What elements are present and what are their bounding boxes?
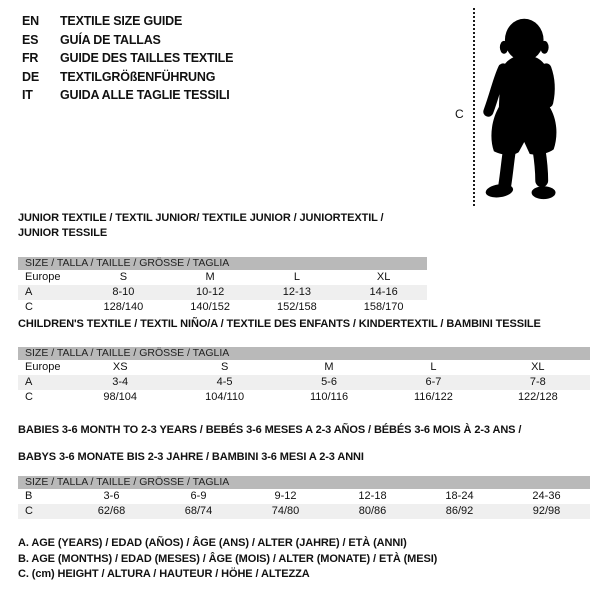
size-header-bar: SIZE / TALLA / TAILLE / GRÖSSE / TAGLIA: [18, 347, 590, 360]
row-value: 92/98: [532, 505, 561, 517]
row-value: 7-8: [529, 375, 546, 388]
row-value: 116/122: [413, 390, 453, 403]
language-code: ES: [22, 32, 39, 47]
row-value: 24-36: [532, 490, 561, 502]
language-code: EN: [22, 14, 39, 28]
table-row: [18, 300, 427, 315]
table-row: [18, 390, 590, 405]
row-value: 4-5: [216, 375, 233, 388]
row-value: 74/80: [271, 505, 300, 517]
legend-note-line: A. AGE (YEARS) / EDAD (AÑOS) / ÂGE (ANS) / ALTER (JAHRE) / ETÀ (ANNI): [18, 537, 407, 549]
table-title-line: BABYS 3-6 MONATE BIS 2-3 JAHRE / BAMBINI 3-6 MESI A 2-3 ANNI: [18, 450, 364, 463]
row-value: 68/74: [184, 505, 213, 517]
table-row: [18, 360, 590, 375]
table-title-line: CHILDREN'S TEXTILE / TEXTIL NIÑO/A / TEXTILE DES ENFANTS / KINDERTEXTIL / BAMBINI TESSILE: [18, 318, 541, 330]
language-title-text: GUIDE DES TAILLES TEXTILE: [60, 51, 234, 65]
language-title-text: GUÍA DE TALLAS: [60, 32, 161, 47]
row-value: 3-6: [103, 490, 120, 502]
row-value: 6-9: [190, 490, 207, 502]
row-value: 152/158: [276, 301, 317, 313]
row-value: M: [324, 360, 334, 373]
row-value: 12-18: [358, 490, 387, 502]
table-row: [18, 270, 427, 285]
row-value: 3-4: [112, 375, 129, 388]
table-rows: [18, 360, 590, 405]
language-title-text: TEXTILE SIZE GUIDE: [60, 14, 183, 28]
height-measure-label: C: [455, 107, 464, 121]
size-header-bar: SIZE / TALLA / TAILLE / GRÖSSE / TAGLIA: [18, 476, 590, 489]
legend-note-line: C. (cm) HEIGHT / ALTURA / HAUTEUR / HÖHE / ALTEZZA: [18, 568, 310, 580]
row-value: 158/170: [363, 301, 404, 313]
height-measure-dotted-line: [473, 8, 475, 206]
language-title-list: [22, 12, 233, 105]
row-label: A: [25, 375, 33, 388]
baby-silhouette-icon: [481, 8, 573, 208]
table-rows: [18, 489, 590, 519]
row-value: 5-6: [321, 375, 337, 388]
language-code: FR: [22, 51, 39, 65]
size-header-bar: SIZE / TALLA / TAILLE / GRÖSSE / TAGLIA: [18, 257, 427, 270]
row-value: M: [205, 271, 215, 283]
table-rows: [18, 270, 427, 315]
childrens-textile-table: [18, 317, 590, 405]
row-label: Europe: [25, 271, 61, 283]
language-title-row: [22, 86, 233, 105]
row-value: 12-13: [282, 286, 311, 298]
row-value: 6-7: [425, 375, 442, 388]
row-value: S: [220, 360, 229, 373]
row-label: C: [25, 505, 33, 517]
row-value: S: [119, 271, 128, 283]
legend-note-line: B. AGE (MONTHS) / EDAD (MESES) / ÂGE (MOIS) / ALTER (MONATE) / ETÀ (MESI): [18, 552, 438, 565]
language-code: IT: [22, 88, 33, 102]
row-value: 104/110: [205, 390, 245, 403]
row-value: 10-12: [196, 286, 225, 298]
row-value: 110/116: [309, 390, 349, 403]
row-value: 80/86: [358, 505, 387, 517]
babies-textile-table: [18, 423, 590, 519]
row-label: C: [25, 390, 33, 403]
row-label: A: [25, 286, 33, 298]
row-value: 8-10: [112, 286, 135, 298]
table-title: [18, 423, 590, 464]
junior-textile-table: [18, 211, 427, 315]
language-title-text: GUIDA ALLE TAGLIE TESSILI: [60, 88, 230, 102]
row-label: C: [25, 301, 33, 313]
language-title-row: [22, 31, 233, 50]
row-value: XS: [112, 360, 128, 373]
row-value: 122/128: [517, 390, 558, 403]
row-value: L: [430, 360, 437, 373]
row-value: XL: [376, 271, 391, 283]
language-title-text: TEXTILGRÖßENFÜHRUNG: [60, 69, 216, 84]
legend-notes: [18, 536, 437, 583]
table-row: [18, 375, 590, 390]
language-title-row: [22, 68, 233, 87]
row-value: 128/140: [103, 301, 144, 313]
table-row: [18, 489, 590, 504]
table-row: [18, 504, 590, 519]
table-title-line: BABIES 3-6 MONTH TO 2-3 YEARS / BEBÉS 3-6 MESES A 2-3 AÑOS / BÉBÉS 3-6 MOIS À 2-3 ANS /: [18, 424, 522, 436]
row-value: L: [293, 271, 300, 283]
row-value: 14-16: [369, 286, 398, 298]
row-value: 9-12: [274, 490, 297, 502]
table-title: [18, 317, 590, 332]
table-title-line: JUNIOR TEXTILE / TEXTIL JUNIOR/ TEXTILE JUNIOR / JUNIORTEXTIL / JUNIOR TESSILE: [18, 212, 384, 239]
row-value: XL: [531, 360, 545, 373]
row-label: B: [25, 490, 33, 502]
language-title-row: [22, 49, 233, 68]
row-label: Europe: [25, 360, 61, 373]
language-title-row: [22, 12, 233, 31]
row-value: 18-24: [445, 490, 474, 502]
table-row: [18, 285, 427, 300]
row-value: 98/104: [103, 390, 138, 403]
row-value: 62/68: [97, 505, 126, 517]
table-title: [18, 211, 427, 240]
row-value: 140/152: [190, 301, 230, 313]
language-code: DE: [22, 69, 39, 84]
row-value: 86/92: [445, 505, 474, 517]
